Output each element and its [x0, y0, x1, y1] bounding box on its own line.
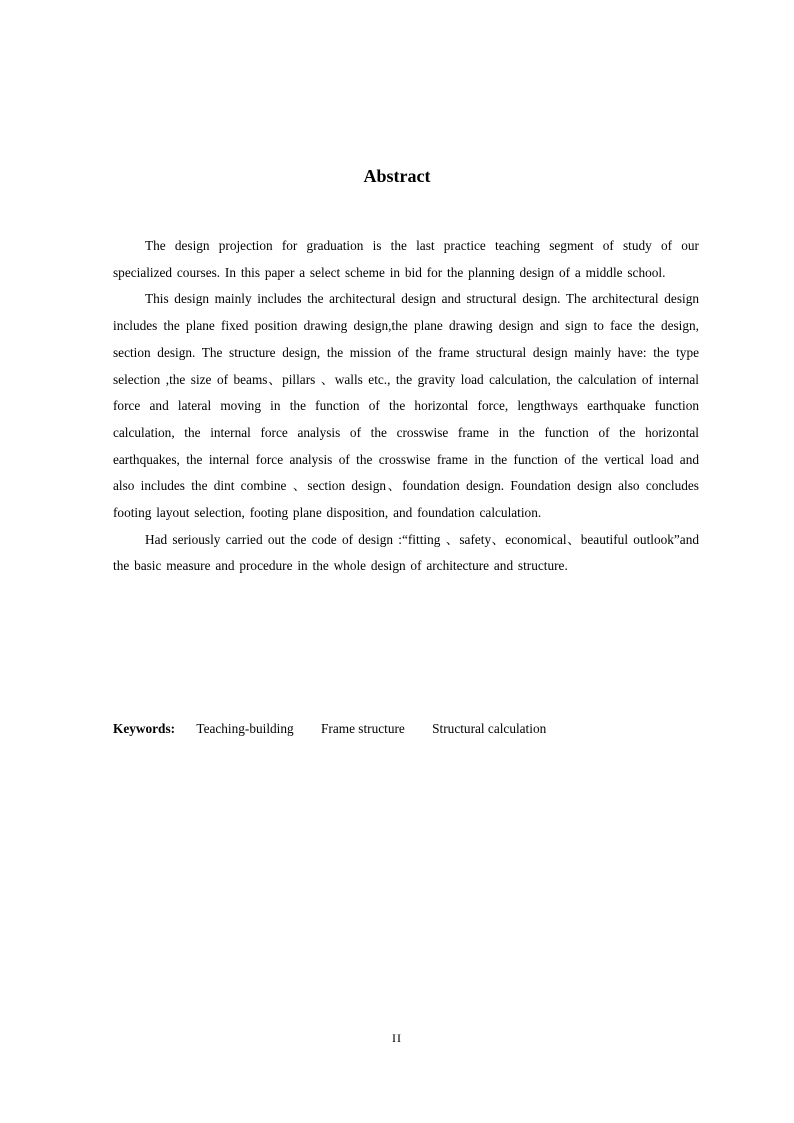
abstract-paragraph-2: This design mainly includes the architectural design and structural design. The architectural design includes the plane fixed position drawing design,the plane drawing design and sign to face the design, section design. The structure design, the mission of the frame structural design mainly have: the type selection ,the size of beams、pillars 、walls etc., the gravity load calculation, the calculation of internal force and lateral moving in the function of the horizontal force, lengthways earthquake function calculation, the internal force analysis of the crosswise frame in the function of the horizontal earthquakes, the internal force analysis of the crosswise frame in the function of the vertical load and also includes the dint combine 、section design、foundation design. Foundation design also concludes footing layout selection, footing plane disposition, and foundation calculation.: [113, 291, 699, 521]
page-title: Abstract: [363, 166, 431, 186]
page-number: II: [392, 1031, 402, 1045]
keyword-item: Teaching-building: [196, 721, 294, 736]
keywords-line: [113, 717, 570, 741]
abstract-paragraph-3: Had seriously carried out the code of design :“fitting 、safety、economical、beautiful outlook”and the basic measure and procedure in the whole design of architecture and structure.: [113, 531, 699, 574]
keyword-item: Structural calculation: [432, 721, 547, 736]
keyword-item: Frame structure: [321, 721, 405, 736]
keywords-label: Keywords:: [113, 721, 176, 736]
abstract-paragraph-1: The design projection for graduation is the last practice teaching segment of study of our specialized courses. In this paper a select scheme in bid for the planning design of a middle school.: [113, 238, 699, 280]
abstract-body: [113, 233, 699, 580]
